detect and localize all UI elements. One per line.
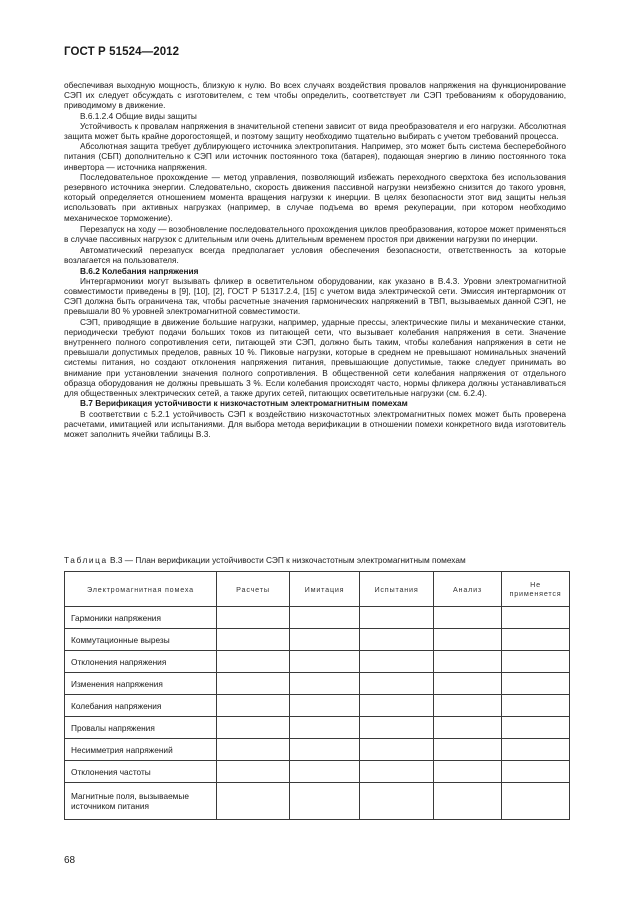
- table-row: [65, 629, 570, 651]
- table-cell[interactable]: [502, 607, 570, 629]
- table-row: [65, 695, 570, 717]
- verification-plan-table: [64, 571, 570, 820]
- table-cell[interactable]: [360, 673, 434, 695]
- table-header-row: [65, 572, 570, 607]
- row-label: Отклонения напряжения: [65, 651, 217, 673]
- table-cell[interactable]: [217, 717, 290, 739]
- table-cell[interactable]: [217, 607, 290, 629]
- row-label: Отклонения частоты: [65, 761, 217, 783]
- table-row: [65, 761, 570, 783]
- row-label: Гармоники напряжения: [65, 607, 217, 629]
- table-cell[interactable]: [217, 761, 290, 783]
- subsection-heading: В.6.1.2.4 Общие виды защиты: [80, 110, 197, 121]
- paragraph: Устойчивость к провалам напряжения в значительной степени зависит от вида преобразователя и его нагрузки. Абсолютная защита может быть крайне дорогостоящей, и поэтому защиту необходимо тщательно выбирать с учетом требований процесса.: [64, 120, 566, 142]
- table-cell[interactable]: [434, 739, 502, 761]
- table-cell[interactable]: [502, 651, 570, 673]
- row-label: Магнитные поля, вызываемые источником питания: [65, 783, 217, 820]
- table-cell[interactable]: [434, 607, 502, 629]
- table-cell[interactable]: [217, 739, 290, 761]
- page-number: 68: [64, 855, 76, 866]
- paragraph: В соответствии с 5.2.1 устойчивость СЭП к воздействию низкочастотных электромагнитных помех может быть проверена расчетами, имитацией или испытаниями. Для выбора метода верификации в отношении помехи конкретного вида изготовитель может заполнить ячейки таблицы В.3.: [64, 408, 566, 439]
- paragraph: обеспечивая выходную мощность, близкую к нулю. Во всех случаях воздействия провалов напряжения на функционирование СЭП их следует обсуждать с изготовителем, с тем чтобы определить, соответствует ли СЭП требованиям к оборудованию, приводимому в движение.: [64, 80, 566, 111]
- table-cell[interactable]: [360, 783, 434, 820]
- paragraph: Интергармоники могут вызывать фликер в осветительном оборудовании, как указано в В.4.3. Уровни электромагнитной совместимости приведены в [9], [10], [2], ГОСТ Р 51317.2.4, [15] с учетом вида электрической сети. Эмиссия интергармоник от СЭП должна быть ограничена так, чтобы расчетные значения гармонических напряжений в ТВП, вызываемых данной СЭП, не превышали 80 % уровней электромагнитной совместимости.: [64, 275, 566, 317]
- table-cell[interactable]: [360, 629, 434, 651]
- table-cell[interactable]: [217, 651, 290, 673]
- table-cell[interactable]: [290, 717, 360, 739]
- table-cell[interactable]: [360, 739, 434, 761]
- table-cell[interactable]: [290, 651, 360, 673]
- table-cell[interactable]: [290, 629, 360, 651]
- table-cell[interactable]: [290, 783, 360, 820]
- paragraph: Перезапуск на ходу — возобновление последовательного прохождения циклов преобразования, которое может применяться в случае пассивных нагрузок с длительным или очень длительным временем простоя при движении нагрузки по инерции.: [64, 223, 566, 245]
- table-cell[interactable]: [290, 761, 360, 783]
- table-cell[interactable]: [434, 783, 502, 820]
- row-label: Коммутационные вырезы: [65, 629, 217, 651]
- table-cell[interactable]: [360, 607, 434, 629]
- table-cell[interactable]: [502, 783, 570, 820]
- section-heading: В.6.2 Колебания напряжения: [80, 265, 199, 276]
- table-cell[interactable]: [217, 695, 290, 717]
- table-cell[interactable]: [502, 695, 570, 717]
- table-cell[interactable]: [217, 629, 290, 651]
- table-cell[interactable]: [502, 629, 570, 651]
- row-label: Провалы напряжения: [65, 717, 217, 739]
- row-label: Изменения напряжения: [65, 673, 217, 695]
- paragraph: СЭП, приводящие в движение большие нагрузки, например, ударные прессы, электрические пилы и механические станки, периодически требуют подачи больших токов из питающей сети, что вызывает колебания напряжения в сети. Значение внутреннего полного сопротивления сети, питающей эти СЭП, должно быть таким, чтобы колебания напряжения в сети не превышали допустимых пределов, равных 10 %. Пиковые нагрузки, которые в среднем не превышают номинальных значений системы питания, но создают отклонения напряжения питания, превышающие допустимые, также следует принимать во внимание при установлении значения полного сопротивления. В общественной сети колебания напряжения от отдельного образца оборудования не должны превышать 3 %. Если колебания происходят часто, нормы фликера должны устанавливаться для общественных электрических сетей, а также других сетей, питающих осветительные нагрузки (см. 6.2.4).: [64, 316, 566, 399]
- table-row: [65, 607, 570, 629]
- table-cell[interactable]: [360, 695, 434, 717]
- table-cell[interactable]: [290, 607, 360, 629]
- table-cell[interactable]: [360, 717, 434, 739]
- table-row: [65, 717, 570, 739]
- table-cell[interactable]: [434, 673, 502, 695]
- table-caption-text: В.3 — План верификации устойчивости СЭП к низкочастотным электромагнитным помехам: [110, 555, 466, 565]
- table-caption: [64, 555, 574, 565]
- table-row: [65, 673, 570, 695]
- column-header: Не применяется: [502, 572, 570, 607]
- column-header: Испытания: [360, 572, 434, 607]
- table-row: [65, 651, 570, 673]
- section-heading: В.7 Верификация устойчивости к низкочастотным электромагнитным помехам: [80, 398, 408, 409]
- table-cell[interactable]: [434, 761, 502, 783]
- column-header: Анализ: [434, 572, 502, 607]
- table-cell[interactable]: [290, 695, 360, 717]
- paragraph: Последовательное прохождение — метод управления, позволяющий избежать переходного сверхтока без использования резервного источника энергии. Следовательно, скорость движения пассивной нагрузки неизбежно снизится до такого уровня, который определяется отношением момента вращения нагрузки к инерции. В целях безопасности этот вид защиты нельзя использовать при активных нагрузках (например, в случае подъема во время рекуперации, при котором необходимо механическое торможение).: [64, 171, 566, 223]
- table-cell[interactable]: [360, 651, 434, 673]
- table-cell[interactable]: [434, 651, 502, 673]
- table-cell[interactable]: [434, 629, 502, 651]
- document-header: ГОСТ Р 51524—2012: [64, 46, 180, 58]
- paragraph: Автоматический перезапуск всегда предполагает условия обеспечения безопасности, ответственность за которые возлагается на пользователя.: [64, 245, 566, 266]
- column-header: Электромагнитная помеха: [65, 572, 217, 607]
- body-text: [64, 80, 566, 439]
- paragraph: Абсолютная защита требует дублирующего источника электропитания. Например, это может быть система бесперебойного питания (СБП) дополнительно к СЭП или источник постоянного тока (батарея), подающая энергию в линию постоянного тока инвертора — источника напряжения.: [64, 141, 566, 172]
- table-cell[interactable]: [290, 739, 360, 761]
- table-cell[interactable]: [502, 739, 570, 761]
- table-cell[interactable]: [360, 761, 434, 783]
- column-header: Имитация: [290, 572, 360, 607]
- column-header: Расчеты: [217, 572, 290, 607]
- table-cell[interactable]: [217, 673, 290, 695]
- table-cell[interactable]: [434, 717, 502, 739]
- table-cell[interactable]: [502, 673, 570, 695]
- table-row: [65, 739, 570, 761]
- table-cell[interactable]: [217, 783, 290, 820]
- table-cell[interactable]: [434, 695, 502, 717]
- table-row: [65, 783, 570, 820]
- table-caption-label: Таблица: [64, 555, 108, 565]
- row-label: Несимметрия напряжений: [65, 739, 217, 761]
- table-cell[interactable]: [502, 717, 570, 739]
- table-cell[interactable]: [290, 673, 360, 695]
- table-cell[interactable]: [502, 761, 570, 783]
- row-label: Колебания напряжения: [65, 695, 217, 717]
